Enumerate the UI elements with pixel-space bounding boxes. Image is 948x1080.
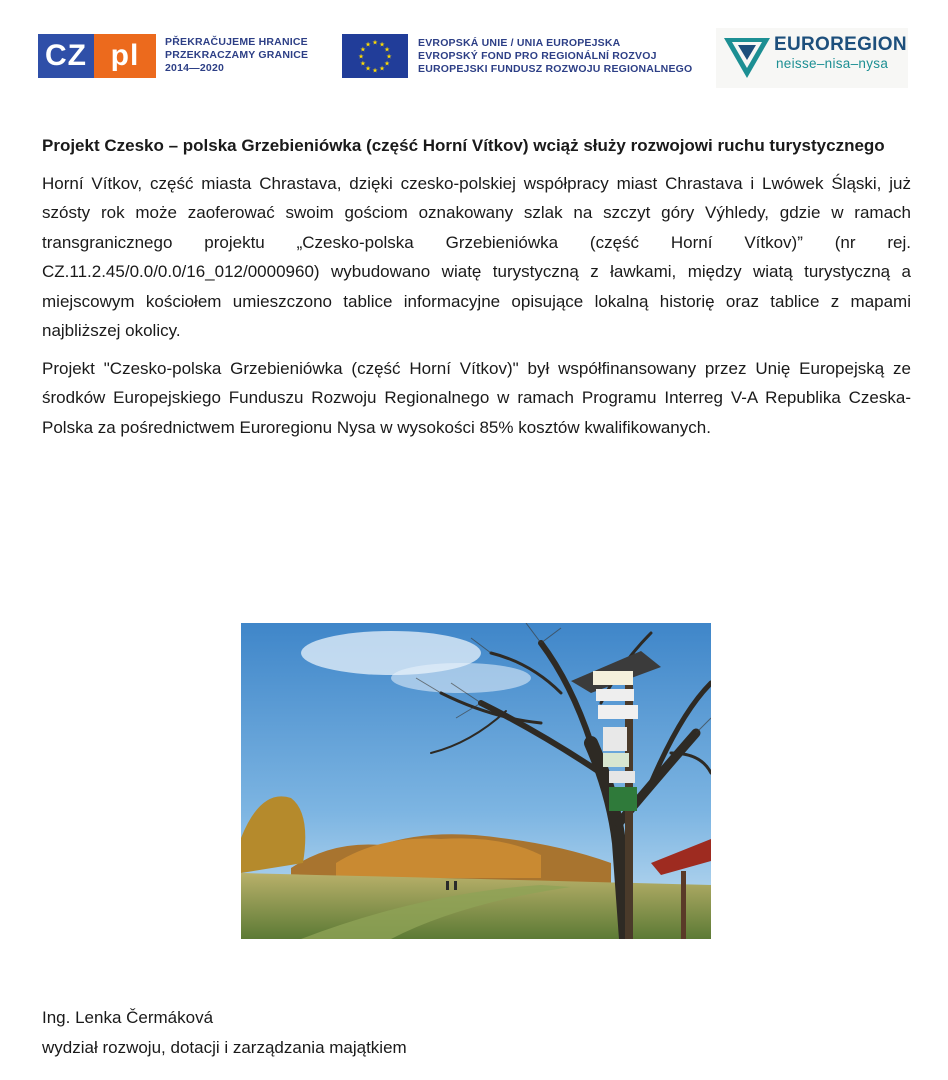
header-logos [0,28,948,92]
trail-signpost-photo [241,623,711,939]
svg-text:★: ★ [358,52,364,61]
article [42,131,911,450]
svg-text:★: ★ [359,45,366,54]
svg-text:★: ★ [372,66,378,75]
czpl-logo-pl: pl [94,34,156,78]
svg-text:★: ★ [365,64,371,73]
euroregion-mark-icon [722,34,772,80]
svg-text:★: ★ [372,38,378,47]
article-heading: Projekt Czesko – polska Grzebieniówka (część Horní Vítkov) wciąż służy rozwojowi ruchu turystycznego [42,136,885,155]
czpl-logo-cz: CZ [38,34,94,78]
signature-name: Ing. Lenka Čermáková [42,1008,214,1027]
eu-text-line2: EVROPSKÝ FOND PRO REGIONÁLNÍ ROZVOJ [418,50,657,62]
czpl-text-line3: 2014—2020 [165,62,225,74]
article-paragraph-2: Projekt "Czesko-polska Grzebieniówka (część Horní Vítkov)" był współfinansowany przez Unię Europejską ze środków Europejskiego Funduszu Rozwoju Regionalnego w ramach Programu Interreg V-A Republika Czeska-Polska za pośrednictwem Euroregionu Nysa w wysokości 85% kosztów kwalifikowanych. [42,358,911,437]
photo-landscape-illustration [241,623,711,939]
svg-text:★: ★ [359,59,366,68]
czpl-text-line1: PŘEKRAČUJEME HRANICE [165,36,308,48]
article-paragraph-1: Horní Vítkov, część miasta Chrastava, dzięki czesko-polskiej współpracy miast Chrastava i Lwówek Śląski, już szósty rok może zaoferować swoim gościom oznakowany szlak na szczyt góry Výhledy, gdzie w ramach transgranicznego projektu „Czesko-polska Grzebieniówka (część Horní Vítkov)” (nr rej. CZ.11.2.45/0.0/0.0/16_012/0000960) wybudowano wiatę turystyczną z ławkami, między wiatą turystyczną a miejscowym kościołem umieszczono tablice informacyjne opisujące lokalną historię oraz tablice z mapami najbliższej okolicy. [42,173,911,340]
eu-text-line3: EUROPEJSKI FUNDUSZ ROZWOJU REGIONALNEGO [418,63,693,75]
eu-flag-icon [342,34,408,78]
eu-fund-text [418,37,692,76]
czpl-text-line2: PRZEKRACZAMY GRANICE [165,49,309,61]
svg-text:★: ★ [379,64,385,73]
euroregion-title: EUROREGION [774,34,907,55]
czpl-program-text [165,36,308,75]
svg-text:★: ★ [365,40,371,49]
czpl-logo [38,34,156,78]
euroregion-subtitle: neisse–nisa–nysa [776,56,889,71]
eu-stars-icon [342,34,408,78]
svg-text:★: ★ [379,40,385,49]
signature-department: wydział rozwoju, dotacji i zarządzania majątkiem [42,1037,407,1057]
signature-block [42,1003,407,1062]
svg-text:★: ★ [384,59,391,68]
svg-text:★: ★ [384,45,391,54]
eu-text-line1: EVROPSKÁ UNIE / UNIA EUROPEJSKA [418,37,621,49]
svg-text:★: ★ [386,52,392,61]
